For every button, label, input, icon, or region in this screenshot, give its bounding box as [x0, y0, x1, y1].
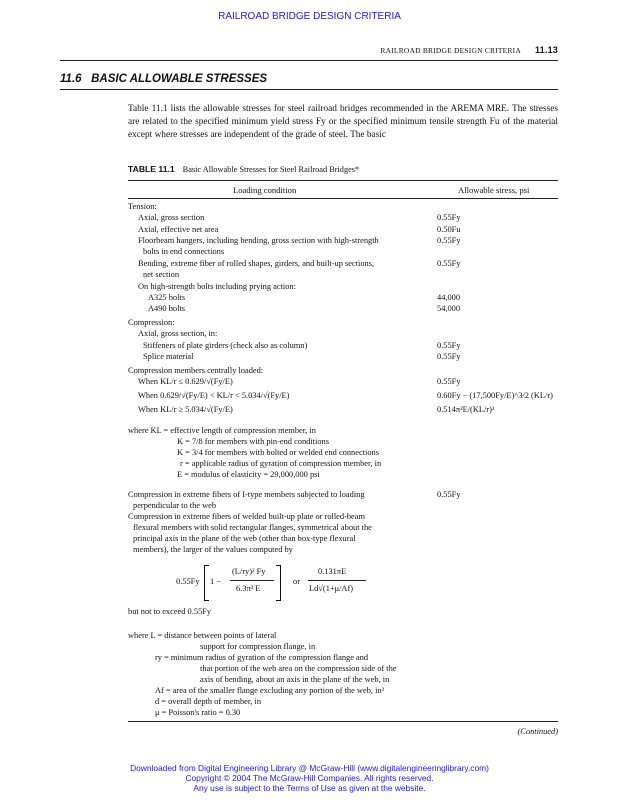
- where2-l: where L = distance between points of lateral: [128, 631, 277, 640]
- row-label: Tension:: [128, 202, 157, 211]
- flange-line-3: Compression in extreme fibers of welded built-up plate or rolled-beam: [128, 512, 365, 521]
- top-banner: RAILROAD BRIDGE DESIGN CRITERIA: [218, 11, 401, 22]
- row-label: Axial, gross section, in:: [138, 329, 218, 338]
- where-e: E = modulus of elasticity = 29,000,000 psi: [177, 470, 320, 479]
- formula-num2: 0.131πE: [318, 567, 347, 576]
- header-rule: [60, 60, 558, 61]
- formula-num1: (L/ry)² Fy: [232, 567, 266, 576]
- fraction-bar-2: [308, 580, 366, 581]
- col-header-loading: Loading condition: [233, 185, 297, 195]
- row-value: 54,000: [437, 304, 461, 313]
- where-k-bolted: K = 3/4 for members with bolted or welded end connections: [177, 448, 379, 457]
- row-label: A325 bolts: [148, 293, 185, 302]
- table-bottom-rule: [128, 721, 558, 722]
- row-label: A490 bolts: [148, 304, 185, 313]
- formula-den2: Ld√(1+μ/Af): [309, 584, 354, 593]
- intro-paragraph: Table 11.1 lists the allowable stresses for steel railroad bridges recommended in the AREMA MRE. The stresses are related to the specified minimum yield stress Fy or the specified minimum tensile strength Fu of the material except where stresses are independent of the grade of steel. The basic: [128, 104, 558, 140]
- page-number: 11.13: [534, 45, 558, 55]
- section-title: BASIC ALLOWABLE STRESSES: [91, 73, 268, 85]
- table-label: TABLE 11.1: [128, 164, 175, 174]
- col-header-stress: Allowable stress, psi: [458, 185, 530, 195]
- formula-coef: 0.55Fy: [176, 577, 200, 586]
- row-value: 44,000: [437, 293, 461, 302]
- row-label: net section: [143, 270, 180, 279]
- row-value: 0.55Fy: [437, 236, 461, 245]
- section-rule: [60, 89, 558, 90]
- running-head: [380, 45, 558, 55]
- row-label: When 0.629/√(Fy/E) < KL/r < 5.034/√(Fy/E): [138, 391, 290, 400]
- where-r: r = applicable radius of gyration of compression member, in: [180, 459, 382, 468]
- flange-line-6: members), the larger of the values computed by: [133, 545, 293, 554]
- row-value: 0.55Fy: [437, 341, 461, 350]
- section-number: 11.6: [60, 73, 82, 85]
- where2-ry-cont-2: axis of bending, about an axis in the plane of the web, in: [200, 675, 390, 684]
- where-k-pin: K = 7/8 for members with pin-end conditions: [177, 437, 329, 446]
- where2-ry: ry = minimum radius of gyration of the compression flange and: [155, 653, 369, 662]
- flange-line-4: flexural members with solid rectangular flanges, symmetrical about the: [133, 523, 372, 532]
- fraction-bar-1: [230, 580, 274, 581]
- footer-copyright: Copyright © 2004 The McGraw-Hill Companies. All rights reserved.: [185, 773, 434, 783]
- flange-line-5: principal axis in the plane of the web (other than box-type flexural: [133, 534, 356, 543]
- formula-den1: 6.3π² E: [236, 584, 261, 593]
- formula-or: or: [293, 577, 300, 586]
- row-value: 0.55Fy: [437, 352, 461, 361]
- footer-terms[interactable]: Any use is subject to the Terms of Use as given at the website.: [193, 783, 426, 793]
- formula-left-bracket: [204, 565, 209, 601]
- table-head-rule: [128, 198, 558, 199]
- table-caption: [128, 164, 359, 174]
- not-exceed: but not to exceed 0.55Fy: [128, 607, 212, 616]
- running-head-title: RAILROAD BRIDGE DESIGN CRITERIA: [380, 46, 521, 55]
- row-label: bolts in end connections: [143, 247, 225, 256]
- row-value: 0.50Fu: [437, 225, 461, 234]
- row-value: 0.55Fy: [437, 213, 461, 222]
- where2-af: Af = area of the smaller flange excluding any portion of the web, in²: [155, 686, 385, 695]
- where2-ry-cont-1: that portion of the web area on the compression side of the: [200, 664, 397, 673]
- flange-line-2: perpendicular to the web: [133, 501, 217, 510]
- where2-mu: μ = Poisson's ratio = 0.30: [155, 708, 241, 717]
- footer-download[interactable]: Downloaded from Digital Engineering Library @ McGraw-Hill (www.digitalengineeringlibrary.com): [130, 763, 489, 773]
- row-label: Compression:: [128, 318, 175, 327]
- row-label: Axial, effective net area: [138, 225, 219, 234]
- row-value: 0.55Fy: [437, 377, 461, 386]
- formula-one-minus: 1 −: [210, 577, 222, 586]
- table-title: Basic Allowable Stresses for Steel Railroad Bridges*: [182, 165, 360, 174]
- continued-note: (Continued): [517, 727, 558, 736]
- table-top-rule: [128, 180, 558, 181]
- where2-l-cont: support for compression flange, in: [200, 642, 316, 651]
- row-label: Stiffeners of plate girders (check also as column): [143, 341, 308, 350]
- section-heading: [60, 73, 267, 85]
- row-value: 0.55Fy: [437, 259, 461, 268]
- formula-right-bracket: [276, 565, 281, 601]
- row-value: 0.60Fy − (17,500Fy/E)^3/2 (KL/r): [437, 391, 553, 400]
- row-label: When KL/r ≥ 5.034/√(Fy/E): [138, 405, 233, 414]
- row-label: Floorbeam hangers, including bending, gross section with high-strength: [138, 236, 379, 245]
- row-label: When KL/r ≤ 0.629/√(Fy/E): [138, 377, 233, 386]
- flange-value: 0.55Fy: [437, 490, 461, 499]
- row-label: Splice material: [143, 352, 194, 361]
- row-label: Bending, extreme fiber of rolled shapes, girders, and built-up sections,: [138, 259, 375, 268]
- where-kl: where KL = effective length of compression member, in: [128, 426, 316, 435]
- row-label: On high-strength bolts including prying action:: [138, 282, 296, 291]
- flange-line-1: Compression in extreme fibers of I-type members subjected to loading: [128, 490, 365, 499]
- row-value: 0.514π²E/(KL/r)²: [437, 405, 495, 414]
- row-label: Compression members centrally loaded:: [128, 366, 264, 375]
- where2-d: d = overall depth of member, in: [155, 697, 262, 706]
- row-label: Axial, gross section: [138, 213, 205, 222]
